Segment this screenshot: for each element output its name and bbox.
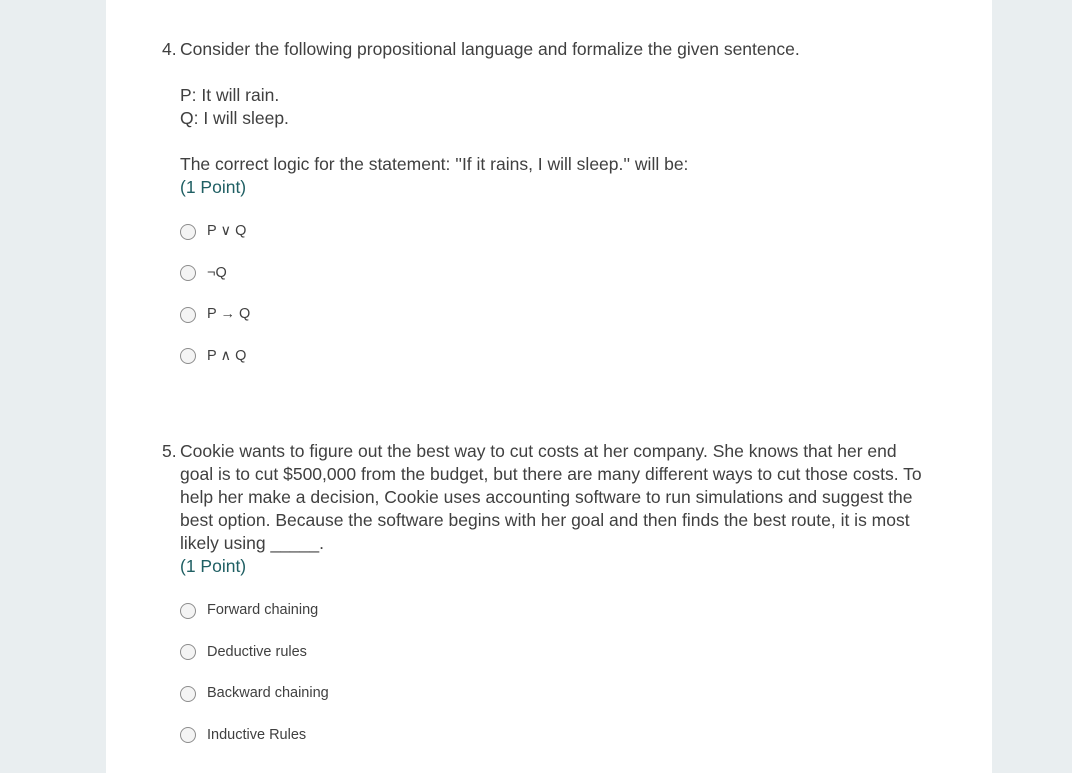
question-points: (1 Point) [180, 177, 247, 197]
question-text-line: help her make a decision, Cookie uses accounting software to run simulations and suggest the [180, 487, 913, 507]
question-text-line: Cookie wants to figure out the best way to cut costs at her company. She knows that her end [180, 441, 897, 461]
radio-button[interactable] [180, 727, 196, 743]
definition-p: P: It will rain. [180, 85, 280, 105]
question-number: 5. [162, 441, 177, 461]
radio-button[interactable] [180, 307, 196, 323]
question-body [180, 38, 942, 199]
option-deductive-rules[interactable] [180, 632, 942, 674]
option-not-q[interactable] [180, 253, 942, 295]
question-text-line: best option. Because the software begins with her goal and then finds the best route, it is most [180, 510, 910, 530]
question-prompt: Consider the following propositional language and formalize the given sentence. [180, 39, 800, 59]
radio-button[interactable] [180, 603, 196, 619]
question-text-line: goal is to cut $500,000 from the budget, but there are many different ways to cut those costs. To [180, 464, 922, 484]
option-p-and-q[interactable] [180, 336, 942, 378]
option-label: P → Q [207, 306, 251, 323]
question-points: (1 Point) [180, 556, 247, 576]
question-body [180, 440, 942, 578]
option-forward-chaining[interactable] [180, 590, 942, 632]
option-label: Backward chaining [207, 685, 329, 702]
option-backward-chaining[interactable] [180, 673, 942, 715]
question-5 [162, 440, 942, 756]
option-label: Deductive rules [207, 643, 307, 660]
form-card [106, 0, 992, 773]
radio-button[interactable] [180, 348, 196, 364]
definition-q: Q: I will sleep. [180, 108, 289, 128]
option-label: Inductive Rules [207, 726, 307, 743]
radio-button[interactable] [180, 265, 196, 281]
option-label: P ∨ Q [207, 223, 247, 240]
radio-button[interactable] [180, 686, 196, 702]
option-inductive-rules[interactable] [180, 715, 942, 757]
option-label: P ∧ Q [207, 347, 247, 364]
question-number: 4. [162, 39, 177, 59]
radio-button[interactable] [180, 644, 196, 660]
option-list [180, 211, 942, 377]
option-p-implies-q[interactable] [180, 294, 942, 336]
radio-button[interactable] [180, 224, 196, 240]
question-4 [162, 38, 942, 377]
question-text-line: likely using _____. [180, 533, 324, 553]
option-label: Forward chaining [207, 602, 319, 619]
question-statement: The correct logic for the statement: ''If it rains, I will sleep.'' will be: [180, 154, 689, 174]
option-list [180, 590, 942, 756]
option-label: ¬Q [207, 264, 227, 281]
option-p-or-q[interactable] [180, 211, 942, 253]
